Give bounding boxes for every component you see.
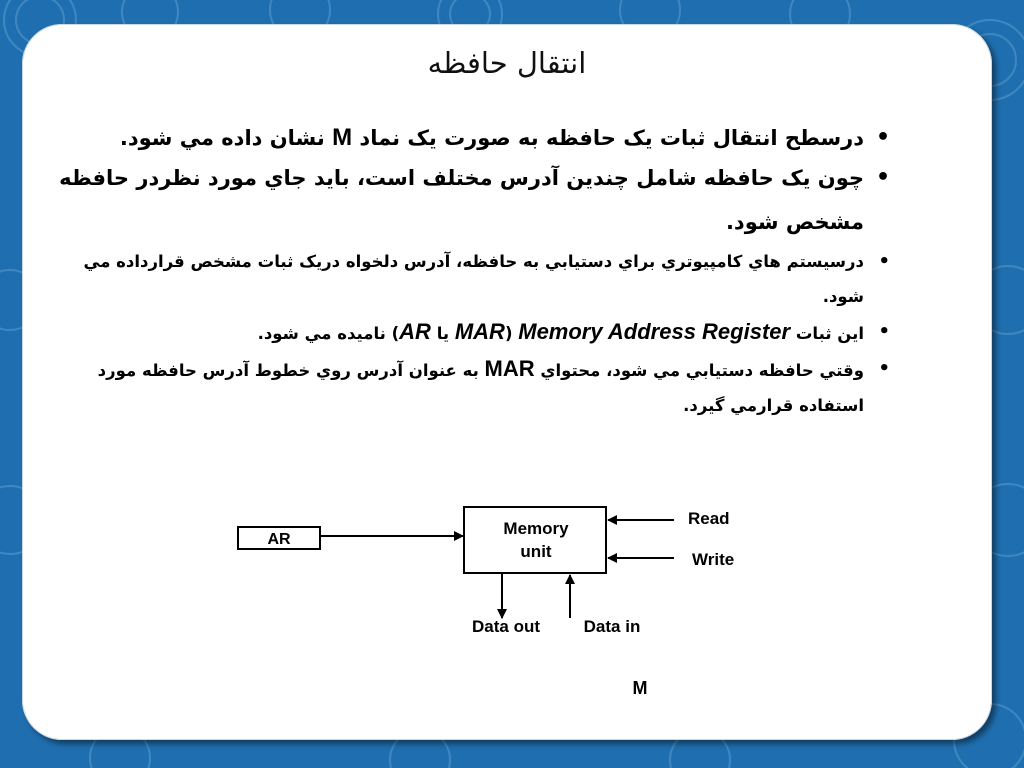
diagram-caption: M <box>632 678 648 698</box>
ar-label: AR <box>267 531 291 548</box>
read-label: Read <box>688 509 730 528</box>
memory-label-line2: unit <box>520 542 552 561</box>
memory-label-line1: Memory <box>503 519 569 538</box>
bullet-item: • چون يک حافظه شامل چندين آدرس مختلف است، بايد جاي مورد نظردر حافظه مشخص شود. <box>52 156 890 244</box>
slide-panel <box>22 24 992 740</box>
bullet-item: • درسيستم هاي کامپيوتري براي دستيابي به حافظه، آدرس دلخواه دريک ثبات مشخص قرارداده مي شود. <box>52 244 890 314</box>
bullet-item: • درسطح انتقال ثبات يک حافظه به صورت يک نماد M نشان داده مي شود. <box>52 116 890 160</box>
data-out-label: Data out <box>472 617 540 636</box>
memory-unit-box <box>464 507 606 573</box>
bullet-item: • اين ثبات Memory Address Register (MAR يا AR) ناميده مي شود. <box>52 314 890 351</box>
data-in-label: Data in <box>583 617 641 636</box>
slide-title: انتقال حافظه <box>427 46 587 80</box>
bullet-item: • وقتي حافظه دستيابي مي شود، محتواي MAR به عنوان آدرس روي خطوط آدرس حافظه مورد استفاده قرارمي گيرد. <box>52 351 890 423</box>
memory-diagram <box>22 24 992 740</box>
write-label: Write <box>692 550 735 569</box>
